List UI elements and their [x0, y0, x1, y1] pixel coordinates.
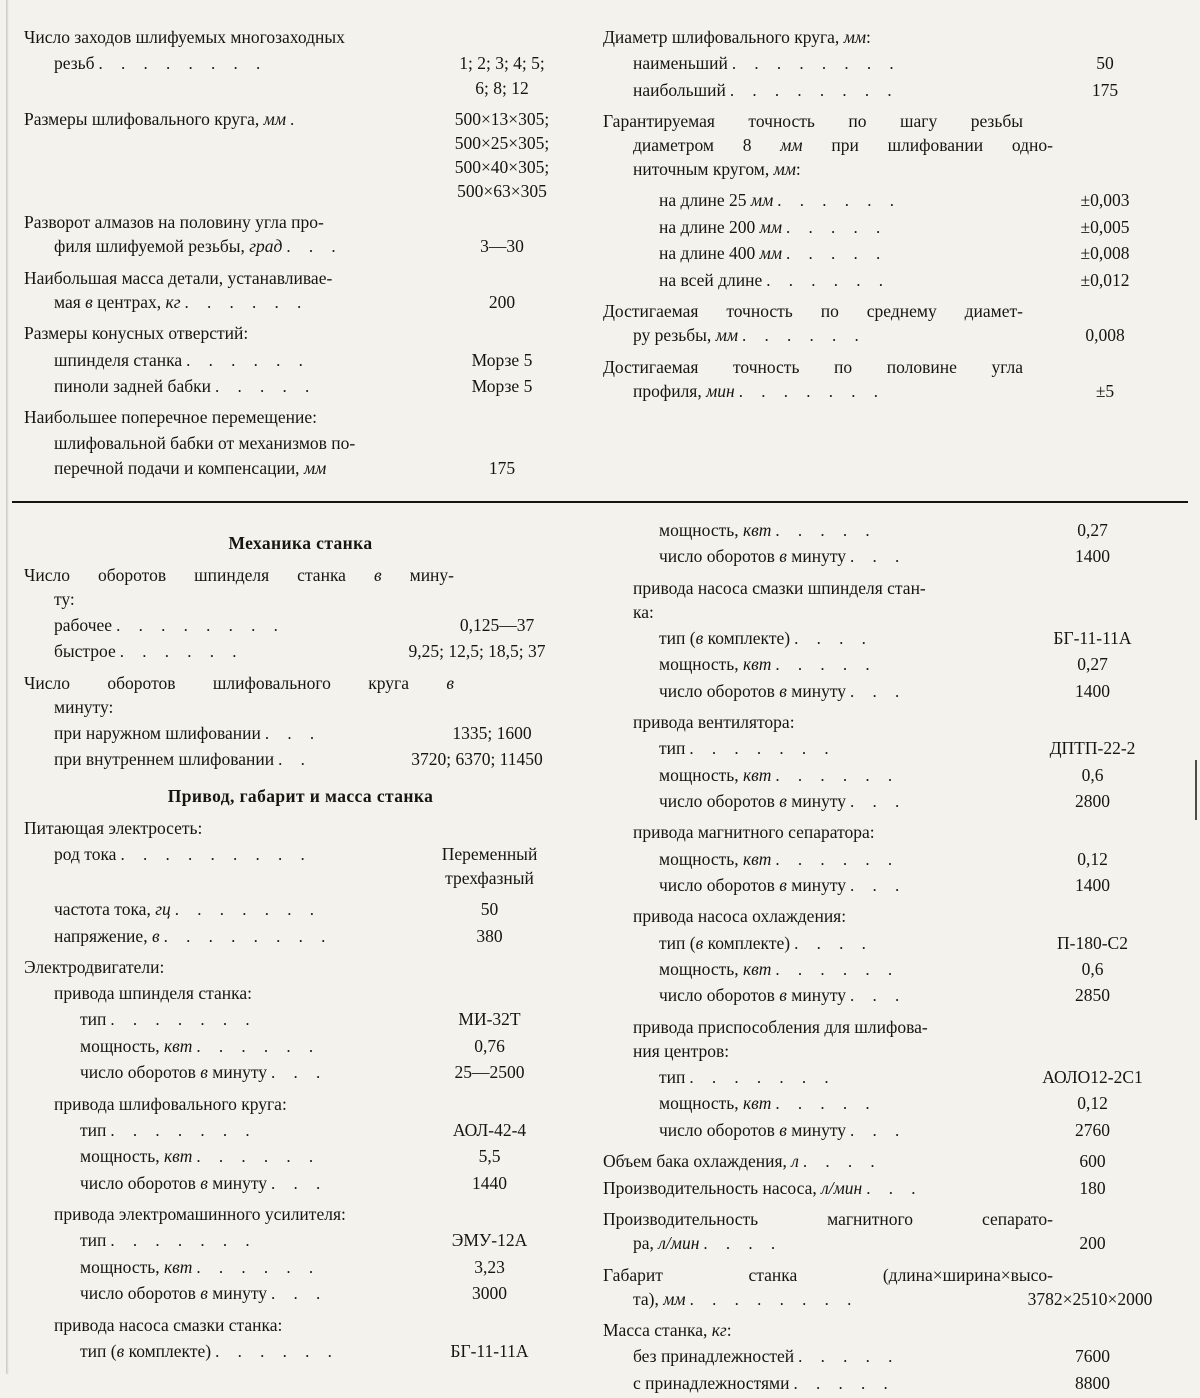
- spec-value: 1; 2; 3; 4; 5;: [459, 53, 545, 74]
- spec-value: 2800: [1075, 791, 1110, 811]
- spec-row-cont: [24, 156, 577, 179]
- dot-leader: . . . . . . .: [689, 739, 836, 759]
- spec-row: [24, 432, 577, 455]
- spec-label: на длине 400 мм: [659, 243, 782, 264]
- spec-row: [603, 932, 1180, 955]
- spec-label: число оборотов в минуту: [80, 1172, 267, 1193]
- spec-value: 0,27: [1077, 519, 1108, 540]
- spec-label: рабочее: [54, 614, 113, 635]
- spec-value: БГ-11-11А: [450, 1340, 529, 1361]
- spec-group-title: [24, 982, 577, 1005]
- dot-leader: . . . . . .: [775, 765, 900, 785]
- spec-value: 200: [1079, 1233, 1106, 1254]
- spec-row: [603, 764, 1180, 787]
- spec-value: 600: [1079, 1151, 1106, 1172]
- dot-leader: . . . . . . .: [689, 1068, 836, 1087]
- spec-row: [24, 843, 577, 866]
- spec-value: 0,008: [1085, 325, 1125, 346]
- spec-label: привода магнитного сепаратора:: [633, 822, 875, 843]
- spec-label: Питающая электросеть:: [24, 817, 203, 838]
- spec-label: Наибольшая масса детали, устанавливае-: [24, 267, 333, 288]
- spec-label: мощность, квт: [659, 1093, 772, 1114]
- dot-leader: . . .: [850, 681, 907, 701]
- spec-label: число оборотов в минуту: [80, 1283, 267, 1304]
- dot-leader: . . . . . . .: [174, 900, 322, 920]
- spec-label: тип: [80, 1119, 107, 1140]
- spec-value: 180: [1079, 1177, 1106, 1198]
- spec-value-2: 6; 8; 12: [475, 77, 529, 98]
- spec-label: мощность, квт: [80, 1146, 193, 1167]
- spec-row: [24, 211, 577, 234]
- spec-row: [603, 324, 1180, 347]
- spec-label: та), мм: [633, 1288, 686, 1309]
- spec-label: род тока: [54, 843, 117, 864]
- spec-row: [603, 79, 1180, 102]
- spec-row: [603, 242, 1180, 265]
- spec-label: мощность, квт: [659, 958, 772, 979]
- spec-label: Масса станка, кг:: [603, 1320, 732, 1341]
- dot-leader: . . . . . .: [775, 959, 900, 979]
- spec-value: АОЛО12-2С1: [1042, 1067, 1143, 1087]
- spec-label: шпинделя станка: [54, 349, 183, 370]
- spec-row: [603, 1119, 1180, 1142]
- spec-label: число оборотов в минуту: [659, 791, 846, 811]
- spec-value: МИ-32Т: [458, 1009, 521, 1030]
- spec-label: Производительность насоса, л/мин: [603, 1177, 863, 1198]
- spec-group-title: [603, 821, 1180, 844]
- spec-label: мощность, квт: [659, 848, 772, 869]
- spec-value: 0,6: [1081, 958, 1104, 979]
- dot-leader: . . . . . .: [196, 1036, 321, 1056]
- spec-label: частота тока, гц: [54, 899, 171, 920]
- spec-row: [603, 216, 1180, 239]
- spec-row: [24, 614, 577, 637]
- dot-leader: . . .: [850, 792, 907, 811]
- dot-leader: . . . . . . . . .: [120, 844, 312, 864]
- spec-value: 3—30: [480, 236, 524, 257]
- spec-row: [603, 519, 1180, 542]
- dot-leader: . . . . . .: [766, 270, 891, 290]
- spec-value: 2760: [1075, 1119, 1110, 1140]
- spec-value: 0,76: [474, 1035, 505, 1056]
- dot-leader: . . . . .: [775, 520, 877, 540]
- spec-value: ДПТП-22-2: [1049, 738, 1136, 759]
- dot-leader: . . . . . . . .: [731, 54, 901, 74]
- spec-label: перечной подачи и компенсации, мм: [54, 457, 327, 478]
- dot-leader: . .: [278, 750, 312, 770]
- spec-row: [603, 1150, 1180, 1173]
- spec-row-cont: [24, 77, 577, 100]
- spec-label: Гарантируемая точность по шагу резьбы: [603, 110, 1023, 131]
- spec-label: ра, л/мин: [633, 1233, 700, 1254]
- spec-value: ±0,005: [1080, 216, 1130, 237]
- spec-group-title: [603, 905, 1180, 928]
- spec-value: 25—2500: [454, 1062, 525, 1083]
- spec-row: [24, 291, 577, 314]
- spec-value: ЭМУ-12А: [451, 1230, 528, 1251]
- spec-label: привода насоса охлаждения:: [633, 906, 847, 927]
- spec-group-title: [603, 26, 1180, 49]
- dot-leader: . . .: [850, 1120, 907, 1140]
- spec-row: [603, 627, 1180, 650]
- spec-row: [603, 790, 1180, 813]
- spec-row: [24, 457, 577, 480]
- spec-row: [24, 1008, 577, 1031]
- spec-label: шлифовальной бабки от механизмов по-: [54, 433, 356, 454]
- dot-leader: . . .: [271, 1063, 328, 1083]
- spec-group-title: [24, 406, 577, 429]
- spec-label: ка:: [633, 601, 654, 622]
- top-left-column: [0, 26, 585, 483]
- spec-row: [603, 1092, 1180, 1115]
- spec-value: 500×63×305: [457, 181, 547, 202]
- spec-row: [24, 1340, 577, 1363]
- dot-leader: . . . . .: [786, 217, 888, 237]
- page-margin-mark: [1195, 760, 1197, 820]
- spec-label: привода шпинделя станка:: [54, 983, 252, 1004]
- spec-value: 3782×2510×2000: [1027, 1288, 1153, 1309]
- spec-value: 50: [480, 899, 499, 920]
- spec-group-title: [24, 817, 577, 840]
- spec-value: 1400: [1075, 680, 1110, 701]
- bottom-section: [0, 503, 1200, 1398]
- spec-row: [603, 1264, 1180, 1287]
- spec-label: при внутреннем шлифовании: [54, 749, 275, 770]
- dot-leader: . . .: [866, 1178, 923, 1198]
- spec-label: привода шлифовального круга:: [54, 1093, 287, 1114]
- spec-row: [603, 1232, 1180, 1255]
- spec-label: число оборотов в минуту: [659, 546, 846, 567]
- dot-leader: . . . . .: [775, 1094, 877, 1114]
- spec-value: ±5: [1095, 380, 1115, 401]
- spec-row: [603, 1345, 1180, 1368]
- dot-leader: . . . . .: [775, 655, 877, 675]
- spec-row: [603, 158, 1180, 181]
- spec-row: [24, 375, 577, 398]
- spec-row: [603, 874, 1180, 897]
- spec-value: 3000: [472, 1283, 507, 1304]
- spec-value: 200: [488, 291, 516, 312]
- spec-row: [603, 653, 1180, 676]
- spec-value: 1440: [472, 1172, 507, 1193]
- spec-row: [24, 925, 577, 948]
- spec-label: на длине 200 мм: [659, 216, 782, 237]
- spec-value: 380: [476, 925, 503, 946]
- spec-label: на всей длине: [659, 269, 763, 290]
- spec-label: мая в центрах, кг: [54, 291, 181, 312]
- spec-row-cont: [24, 132, 577, 155]
- spec-label: диаметром 8 мм при шлифовании одно-: [633, 135, 1053, 156]
- spec-value: 5,5: [478, 1146, 501, 1167]
- dot-leader: . . . . .: [215, 376, 317, 396]
- dot-leader: . . . . . . . .: [98, 54, 268, 74]
- spec-label: Объем бака охлаждения, л: [603, 1151, 799, 1172]
- spec-value: 0,6: [1081, 764, 1104, 785]
- spec-row: [24, 672, 577, 695]
- spec-row: [603, 52, 1180, 75]
- page-edge-shadow: [6, 0, 9, 1374]
- spec-group-title: [24, 956, 577, 979]
- top-section: [0, 0, 1200, 483]
- spec-value: Морзе 5: [471, 375, 533, 396]
- dot-leader: . . . . . .: [186, 350, 310, 370]
- spec-label: число оборотов в минуту: [659, 874, 846, 895]
- spec-label: мощность, квт: [659, 764, 772, 785]
- spec-value: 3,23: [474, 1256, 505, 1277]
- spec-label: привода насоса смазки шпинделя стан-: [633, 577, 926, 598]
- dot-leader: . . . . . .: [119, 642, 244, 662]
- spec-value: 175: [488, 457, 516, 478]
- spec-value: 0,12: [1077, 1093, 1108, 1114]
- spec-row: [24, 1145, 577, 1168]
- spec-row: [603, 189, 1180, 212]
- spec-label: Размеры шлифовального круга, мм: [24, 108, 287, 129]
- spec-label: число оборотов в минуту: [80, 1062, 267, 1083]
- dot-leader: . . .: [850, 875, 907, 895]
- spec-label: Достигаемая точность по среднему диамет-: [603, 301, 1023, 321]
- dot-leader: . . . . . . .: [738, 381, 885, 401]
- spec-group-title: [24, 1314, 577, 1337]
- spec-row: [603, 848, 1180, 871]
- spec-row: [603, 1040, 1180, 1063]
- spec-label: ту:: [54, 588, 75, 609]
- spec-label: тип: [659, 1067, 686, 1087]
- spec-label: профиля, мин: [633, 380, 735, 401]
- spec-label: Число оборотов шпинделя станка в мину-: [24, 564, 454, 585]
- spec-label: мощность, квт: [659, 519, 772, 540]
- spec-value: 9,25; 12,5; 18,5; 37: [408, 641, 546, 662]
- bottom-left-column: [0, 519, 585, 1398]
- spec-label: привода электромашинного усилителя:: [54, 1204, 346, 1225]
- spec-row: [24, 108, 577, 131]
- dot-leader: . . . . . .: [196, 1147, 321, 1167]
- spec-label: филя шлифуемой резьбы, град: [54, 236, 283, 257]
- spec-row: [24, 1172, 577, 1195]
- dot-leader: . . . . . . . .: [729, 80, 899, 100]
- spec-label: быстрое: [54, 641, 116, 662]
- spec-value: АОЛ-42-4: [452, 1119, 527, 1140]
- spec-group-title: [24, 1093, 577, 1116]
- spec-row: [24, 26, 577, 49]
- spec-value: 0,27: [1077, 654, 1108, 675]
- spec-row: [24, 1119, 577, 1142]
- spec-value: Переменный: [441, 843, 538, 864]
- spec-value: БГ-11-11А: [1053, 627, 1132, 648]
- dot-leader: . . . . . .: [775, 849, 900, 869]
- spec-row: [603, 110, 1180, 133]
- spec-row: [24, 1282, 577, 1305]
- spec-value-2: трехфазный: [445, 868, 534, 889]
- spec-value: 0,12: [1077, 848, 1108, 869]
- spec-row: [24, 748, 577, 771]
- spec-label: тип (в комплекте): [80, 1340, 212, 1361]
- spec-row: [24, 1035, 577, 1058]
- dot-leader: . . .: [850, 547, 907, 567]
- dot-leader: . . . .: [794, 933, 873, 953]
- dot-leader: . . . . . .: [184, 292, 309, 312]
- spec-row: [603, 545, 1180, 568]
- spec-value: 0,125—37: [459, 614, 535, 635]
- spec-row: [24, 349, 577, 372]
- dot-leader: . . . . .: [793, 1373, 895, 1393]
- dot-leader: . . .: [264, 723, 322, 743]
- spec-row: [603, 984, 1180, 1007]
- spec-value: 1400: [1075, 874, 1110, 895]
- spec-value: 50: [1096, 53, 1114, 74]
- dot-leader: . . . . . .: [777, 191, 901, 211]
- dot-leader: . . .: [271, 1173, 328, 1193]
- spec-row: [24, 588, 577, 611]
- spec-row: [24, 1229, 577, 1252]
- spec-row: [603, 737, 1180, 760]
- spec-label: наименьший: [633, 53, 728, 74]
- spec-value: 500×40×305;: [454, 157, 550, 178]
- spec-value: 2850: [1075, 985, 1110, 1006]
- spec-label: мощность, квт: [80, 1256, 193, 1277]
- spec-row-cont: [24, 867, 577, 890]
- spec-label: Достигаемая точность по половине угла: [603, 356, 1023, 377]
- spec-label: Число оборотов шлифовального круга в: [24, 672, 454, 693]
- spec-value: 500×25×305;: [454, 133, 550, 154]
- spec-row: [603, 1208, 1180, 1231]
- dot-leader: . . . .: [703, 1234, 783, 1254]
- spec-row: [603, 380, 1180, 403]
- dot-leader: . . .: [850, 986, 907, 1006]
- spec-label: Наибольшее поперечное перемещение:: [24, 407, 317, 428]
- spec-row: [603, 300, 1180, 323]
- spec-label: тип: [80, 1230, 107, 1251]
- spec-label: на длине 25 мм: [659, 190, 774, 211]
- spec-row: [603, 1372, 1180, 1395]
- spec-row: [24, 1256, 577, 1279]
- spec-row: [603, 601, 1180, 624]
- spec-value: 500×13×305;: [454, 108, 550, 129]
- spec-row: [24, 267, 577, 290]
- spec-label: число оборотов в минуту: [659, 680, 846, 701]
- section-heading-mechanics: Механика станка: [228, 532, 373, 553]
- spec-row: [603, 1177, 1180, 1200]
- dot-leader: . . .: [286, 237, 343, 257]
- spec-label: тип (в комплекте): [659, 627, 791, 648]
- dot-leader: .: [290, 109, 302, 129]
- spec-label: привода насоса смазки станка:: [54, 1314, 283, 1335]
- spec-label: Габарит станка (длина×ширина×высо-: [603, 1264, 1053, 1285]
- dot-leader: . . . . . . .: [110, 1120, 257, 1140]
- dot-leader: . . . . .: [798, 1347, 900, 1367]
- spec-group-title: [603, 1319, 1180, 1342]
- spec-row: [603, 269, 1180, 292]
- spec-label: без принадлежностей: [633, 1346, 795, 1367]
- dot-leader: . . .: [271, 1284, 328, 1304]
- spec-row: [603, 1288, 1180, 1311]
- section-heading-drive: Привод, габарит и масса станка: [167, 785, 434, 806]
- spec-label: привода вентилятора:: [633, 712, 795, 733]
- spec-value: ±0,003: [1080, 190, 1130, 211]
- spec-value: 175: [1091, 79, 1119, 100]
- spec-row: [603, 134, 1180, 157]
- spec-label: Число заходов шлифуемых многозаходных: [24, 27, 345, 47]
- spec-row: [24, 235, 577, 258]
- spec-value: ±0,012: [1080, 269, 1130, 290]
- dot-leader: . . . . . .: [742, 326, 866, 346]
- bottom-right-column: [585, 519, 1200, 1398]
- spec-row: [24, 898, 577, 921]
- spec-row: [603, 356, 1180, 379]
- spec-row: [24, 696, 577, 719]
- spec-group-title: [603, 711, 1180, 734]
- spec-label: Производительность магнитного сепарато-: [603, 1209, 1053, 1230]
- spec-row: [603, 1066, 1180, 1089]
- dot-leader: . . . . . . . .: [163, 926, 333, 946]
- spec-label: Размеры конусных отверстий:: [24, 323, 249, 344]
- dot-leader: . . . . . . . .: [116, 615, 285, 635]
- spec-value: 1335; 1600: [452, 722, 532, 743]
- spec-label: число оборотов в минуту: [659, 1119, 846, 1140]
- spec-group-title: [24, 322, 577, 345]
- dot-leader: . . . . . .: [196, 1257, 321, 1277]
- dot-leader: . . . . . .: [215, 1341, 339, 1361]
- spec-label: минуту:: [54, 696, 114, 717]
- spec-row: [24, 640, 577, 663]
- spec-label: Разворот алмазов на половину угла про-: [24, 212, 324, 233]
- spec-label: резьб: [54, 53, 95, 74]
- dot-leader: . . . . . . .: [110, 1010, 257, 1030]
- spec-label: тип: [659, 738, 686, 759]
- spec-label: при наружном шлифовании: [54, 722, 261, 743]
- dot-leader: . . . . .: [786, 244, 888, 264]
- spec-row: [603, 680, 1180, 703]
- spec-row: [603, 577, 1180, 600]
- dot-leader: . . . .: [802, 1152, 882, 1172]
- spec-row: [24, 564, 577, 587]
- spec-row-cont: [24, 180, 577, 203]
- spec-row: [24, 722, 577, 745]
- spec-label: ниточным кругом, мм:: [633, 159, 801, 180]
- spec-label: тип (в комплекте): [659, 932, 791, 953]
- spec-group-title: [24, 1203, 577, 1226]
- spec-value: 8800: [1075, 1372, 1110, 1393]
- dot-leader: . . . . . . . .: [689, 1289, 859, 1309]
- spec-row: [24, 52, 577, 75]
- spec-value: 7600: [1075, 1346, 1110, 1367]
- top-right-column: [585, 26, 1200, 483]
- spec-value: Морзе 5: [471, 349, 533, 370]
- spec-row: [603, 1016, 1180, 1039]
- spec-label: напряжение, в: [54, 925, 160, 946]
- spec-label: с принадлежностями: [633, 1372, 790, 1393]
- spec-label: Электродвигатели:: [24, 957, 165, 978]
- spec-row: [24, 1061, 577, 1084]
- spec-label: Диаметр шлифовального круга, мм:: [603, 27, 871, 47]
- spec-value: ±0,008: [1080, 243, 1130, 264]
- spec-label: мощность, квт: [80, 1035, 193, 1056]
- spec-value: 1400: [1075, 546, 1110, 567]
- spec-label: привода приспособления для шлифова-: [633, 1016, 928, 1037]
- spec-label: мощность, квт: [659, 654, 772, 675]
- spec-value: 3720; 6370; 11450: [411, 749, 543, 770]
- dot-leader: . . . . . . .: [110, 1231, 257, 1251]
- spec-value: П-180-С2: [1057, 932, 1128, 953]
- spec-row: [603, 958, 1180, 981]
- spec-label: число оборотов в минуту: [659, 985, 846, 1006]
- dot-leader: . . . .: [794, 628, 873, 648]
- spec-label: ния центров:: [633, 1040, 730, 1061]
- spec-label: наибольший: [633, 79, 726, 100]
- spec-label: ру резьбы, мм: [633, 325, 739, 346]
- spec-label: тип: [80, 1009, 107, 1030]
- spec-label: пиноли задней бабки: [54, 375, 211, 396]
